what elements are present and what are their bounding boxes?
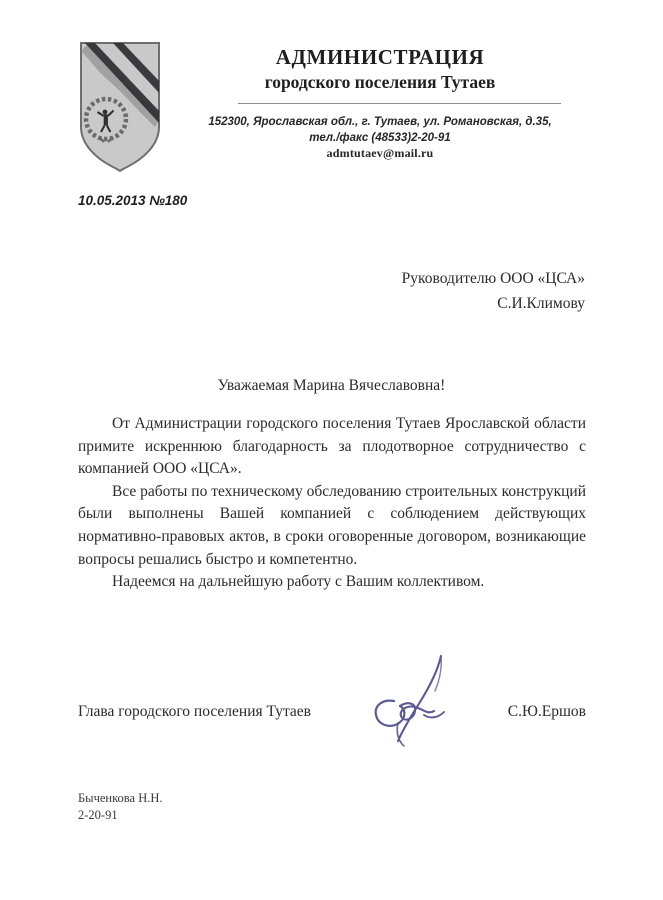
phone-fax-line: тел./факс (48533)2-20-91 — [309, 131, 451, 144]
letterhead-divider — [238, 103, 561, 104]
signature-row — [78, 703, 586, 727]
address-line: 152300, Ярославская обл., г. Тутаев, ул. Романовская, д.35, — [208, 116, 552, 128]
body-paragraph: Надеемся на дальнейшую работу с Вашим коллективом. — [112, 573, 485, 591]
letterhead-titles — [180, 44, 580, 94]
executor-name: Быченкова Н.Н. — [78, 791, 163, 805]
addressee-position: Руководителю ООО «ЦСА» — [401, 270, 585, 287]
email-address: admtutaev@mail.ru — [326, 146, 434, 160]
organization-title: АДМИНИСТРАЦИЯ — [275, 45, 485, 69]
contact-block — [150, 115, 610, 146]
letter-body — [78, 413, 586, 594]
date-and-reference-number: 10.05.2013 №180 — [78, 193, 188, 208]
addressee-name: С.И.Климову — [497, 295, 585, 312]
executor-phone: 2-20-91 — [78, 808, 118, 822]
coat-of-arms-icon — [79, 41, 161, 173]
salutation: Уважаемая Марина Вячеславовна! — [217, 377, 446, 394]
body-paragraph: От Администрации городского поселения Тутаев Ярославской области примите искреннюю благодарность за плодотворное сотрудничество с компанией ООО «ЦСА». — [78, 415, 586, 478]
addressee-block — [300, 266, 585, 316]
executor-block — [78, 790, 163, 824]
organization-subtitle: городского поселения Тутаев — [264, 72, 496, 92]
signatory-title: Глава городского поселения Тутаев — [78, 703, 311, 720]
letterhead — [0, 0, 663, 185]
body-paragraph: Все работы по техническому обследованию строительных конструкций были выполнены Вашей компанией с соблюдением действующих нормативно-правовых актов, в сроки оговоренные договором, возникающие вопросы решались быстро и компетентно. — [78, 482, 586, 568]
handwritten-signature-icon — [368, 653, 472, 749]
signatory-name: С.Ю.Ершов — [507, 703, 586, 720]
